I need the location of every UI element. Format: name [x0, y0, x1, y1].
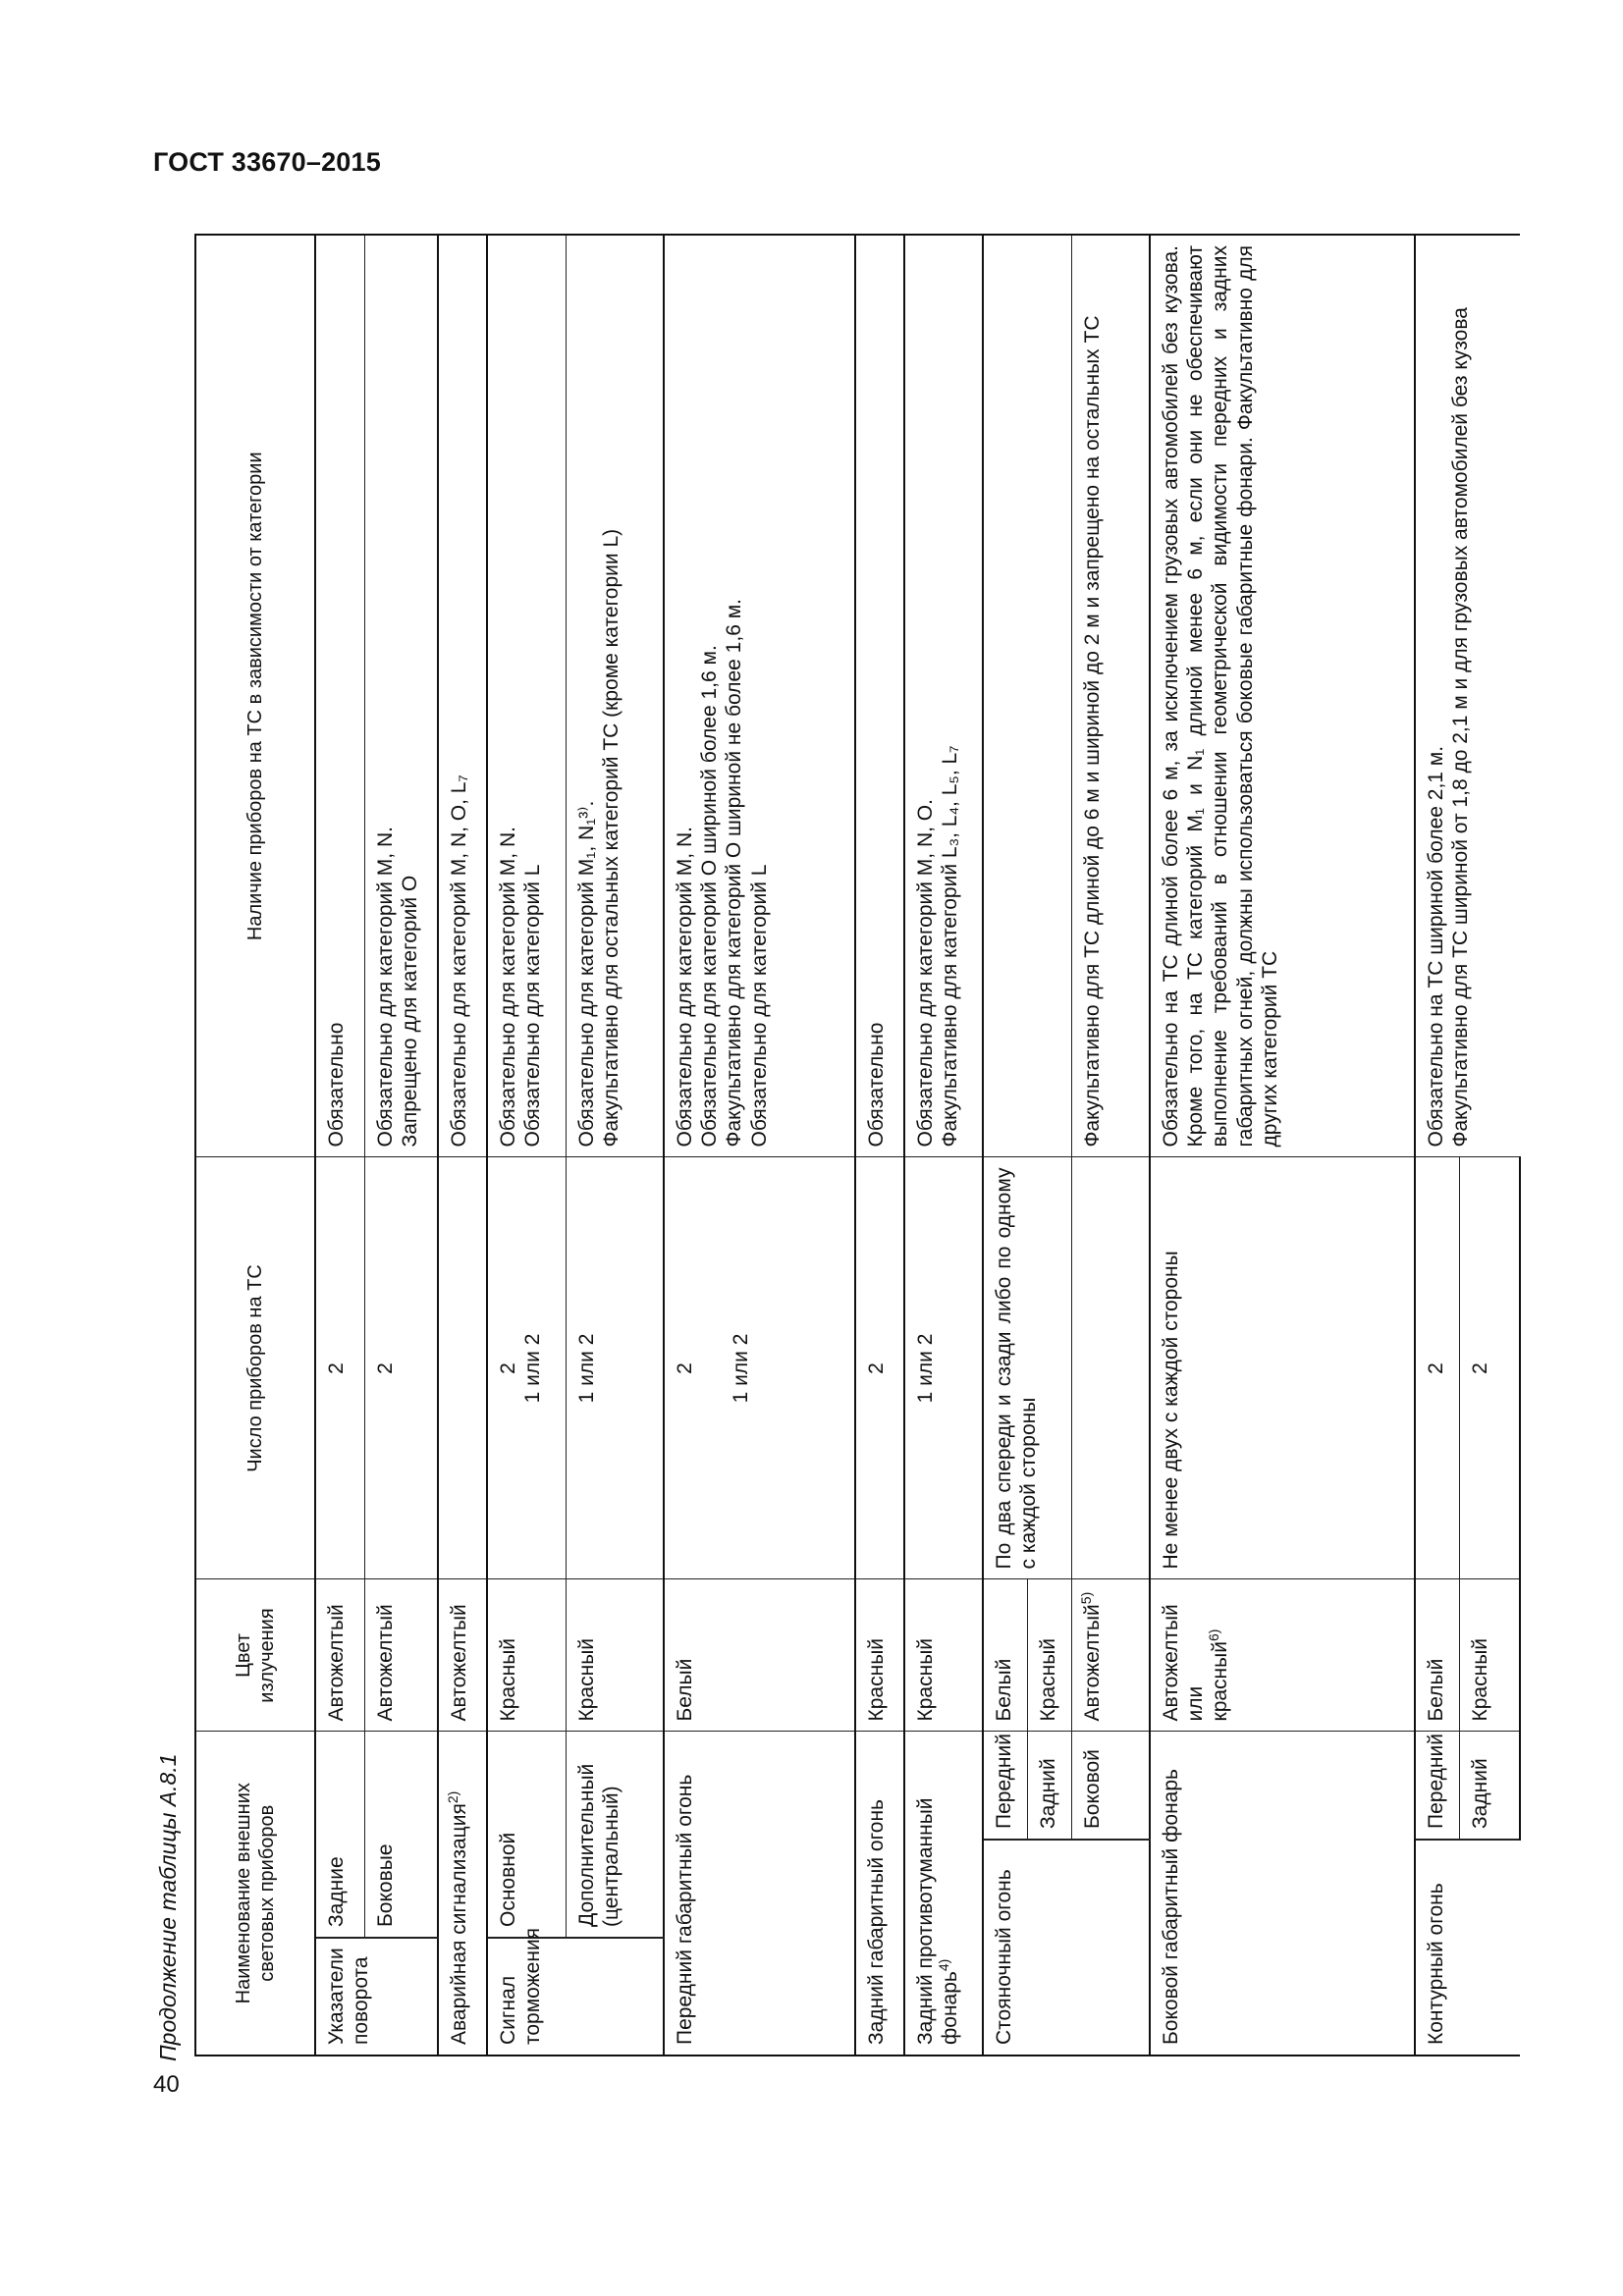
color-cell	[1071, 1579, 1150, 1732]
col-header-presence: Наличие приборов на ТС в зависимости от категории	[195, 235, 315, 1157]
presence-cell	[566, 235, 664, 1157]
sub-name: Задние	[315, 1732, 364, 1938]
color-cell: Красный	[1459, 1579, 1520, 1732]
color-cell: Красный	[855, 1579, 904, 1732]
presence-line: Факультативно для остальных категорий ТС (кроме категории L)	[599, 528, 622, 1148]
color-cell: Автожелтый	[315, 1579, 364, 1732]
count-cell: 2	[1415, 1157, 1459, 1579]
count-cell-empty	[438, 1157, 487, 1579]
sub-name: Боковые	[364, 1732, 438, 1938]
color-cell: Автожелтый	[438, 1579, 487, 1732]
color-cell: Красный	[904, 1579, 983, 1732]
table-row	[315, 235, 364, 2056]
presence-cell	[904, 235, 983, 1157]
count-cell: 2	[1459, 1157, 1520, 1579]
table-row	[1071, 235, 1150, 2056]
footnote-ref: 2)	[445, 1790, 460, 1804]
row-name-text: Задний противотуманный фонарь	[914, 1797, 962, 2045]
presence-line: Обязательно для категорий M, N.	[497, 827, 519, 1148]
table-row	[904, 235, 983, 2056]
presence-line: Обязательно для категорий О шириной более 1,6 м.	[698, 645, 722, 1148]
presence-cell	[1415, 235, 1520, 1157]
color-cell: Белый	[983, 1579, 1027, 1732]
presence-cell: Обязательно	[315, 235, 364, 1157]
presence-line: Обязательно для категорий M, N.	[373, 827, 397, 1148]
color-cell: Автожелтый	[364, 1579, 438, 1732]
presence-line: Факультативно для ТС шириной от 1,8 до 2,1 м и для грузовых автомобилей без кузова	[1449, 307, 1473, 1148]
count-line: 1 или 2	[730, 1333, 753, 1404]
presence-line: Факультативно для категорий L₃, L₄, L₅, L₇	[939, 745, 962, 1148]
footnote-ref: 6)	[1206, 1629, 1222, 1642]
sub-name: Основной	[487, 1732, 566, 1938]
presence-line: Обязательно для категорий L	[521, 864, 545, 1148]
presence-cell: Обязательно на ТС длиной более 6 м, за исключением грузовых автомобилей без кузова. Кроме того, на ТС категорий M₁ и N₁ длиной менее 6 м, если они не обеспечивают выполнение требований в отношении геометрической видимости передних и задних габаритных огней, должны использоваться боковые габаритные фонари. Факультативно для других категорий ТС	[1150, 235, 1415, 1157]
count-cell: По два спереди и сзади либо по одному с каждой стороны	[983, 1157, 1071, 1579]
sub-name: Передний	[983, 1732, 1027, 1840]
sub-name: Передний	[1415, 1732, 1459, 1840]
color-cell: Белый	[1415, 1579, 1459, 1732]
count-cell: 2	[855, 1157, 904, 1579]
count-cell	[664, 1157, 855, 1579]
document-header: ГОСТ 33670–2015	[153, 147, 381, 177]
row-name-turn: Указатели поворота	[315, 1938, 438, 2056]
row-name-text: Аварийная сигнализация	[448, 1803, 470, 2045]
header-row	[195, 235, 315, 2056]
table-row	[855, 235, 904, 2056]
table-row	[364, 235, 438, 2056]
col-header-name: Наименование внешних световых приборов	[195, 1732, 315, 2056]
count-cell: Не менее двух с каждой стороны	[1150, 1157, 1415, 1579]
footnote-ref: 5)	[1077, 1591, 1094, 1605]
lighting-table	[194, 234, 1521, 2056]
table-row	[1415, 235, 1459, 2056]
col-header-count: Число приборов на ТС	[195, 1157, 315, 1579]
sub-name: Задний	[1027, 1732, 1071, 1840]
row-name-parking: Стояночный огонь	[983, 1840, 1150, 2056]
presence-line: Обязательно для категорий M, N.	[674, 827, 696, 1148]
count-cell: 1 или 2	[566, 1157, 664, 1579]
table-row	[438, 235, 487, 2056]
sub-name: Дополнительный (центральный)	[566, 1732, 664, 1938]
presence-line: Обязательно для категорий M, N, O.	[914, 799, 937, 1148]
count-cell: 2	[364, 1157, 438, 1579]
count-line: 2	[497, 1362, 519, 1374]
color-cell	[1150, 1579, 1415, 1732]
sub-name: Боковой	[1071, 1732, 1150, 1840]
count-cell-empty	[1071, 1157, 1150, 1579]
count-cell: 2	[315, 1157, 364, 1579]
presence-line: Запрещено для категорий О	[398, 875, 421, 1148]
page-number: 40	[153, 2071, 180, 2098]
color-text: Автожелтый или красный	[1160, 1604, 1232, 1722]
presence-cell: Факультативно для ТС длиной до 6 м и шириной до 2 м и запрещено на остальных ТС	[1071, 235, 1150, 1157]
presence-line: Обязательно для категорий L	[747, 864, 771, 1148]
color-text: Автожелтый	[1080, 1604, 1104, 1722]
table-row	[566, 235, 664, 2056]
table-caption: Продолжение таблицы А.8.1	[155, 1753, 181, 2061]
sub-name: Задний	[1459, 1732, 1520, 1840]
count-line: 2	[674, 1362, 696, 1374]
color-cell: Белый	[664, 1579, 855, 1732]
footnote-ref: 4)	[936, 1958, 952, 1972]
color-cell: Красный	[566, 1579, 664, 1732]
count-cell: 1 или 2	[904, 1157, 983, 1579]
presence-cell: Обязательно для категорий M, N, O, L₇	[438, 235, 487, 1157]
col-header-color: Цвет излучения	[195, 1579, 315, 1732]
rotated-table-wrapper	[194, 236, 1491, 2056]
row-name-front-pos: Передний габаритный огонь	[664, 1732, 855, 2056]
count-cell	[487, 1157, 566, 1579]
presence-cell	[487, 235, 566, 1157]
table-row	[487, 235, 566, 2056]
presence-cell-empty	[983, 235, 1071, 1157]
table-row	[983, 235, 1027, 2056]
row-name-contour: Контурный огонь	[1415, 1840, 1520, 2056]
presence-cell: Обязательно	[855, 235, 904, 1157]
row-name-hazard	[438, 1732, 487, 2056]
presence-line: Обязательно на ТС шириной более 2,1 м.	[1425, 745, 1447, 1148]
presence-cell	[364, 235, 438, 1157]
presence-line: Факультативно для категорий О шириной не более 1,6 м.	[723, 599, 746, 1148]
row-name-rear-fog	[904, 1732, 983, 2056]
color-cell: Красный	[487, 1579, 566, 1732]
row-name-rear-pos: Задний габаритный огонь	[855, 1732, 904, 2056]
table-row	[664, 235, 855, 2056]
presence-line: Обязательно для категорий M₁, N₁³⁾.	[574, 800, 598, 1148]
count-line: 1 или 2	[521, 1333, 545, 1404]
color-cell: Красный	[1027, 1579, 1071, 1732]
presence-cell	[664, 235, 855, 1157]
row-name-side-marker: Боковой габаритный фонарь	[1150, 1732, 1415, 2056]
row-name-brake: Сигнал торможения	[487, 1938, 664, 2056]
table-row	[1150, 235, 1415, 2056]
